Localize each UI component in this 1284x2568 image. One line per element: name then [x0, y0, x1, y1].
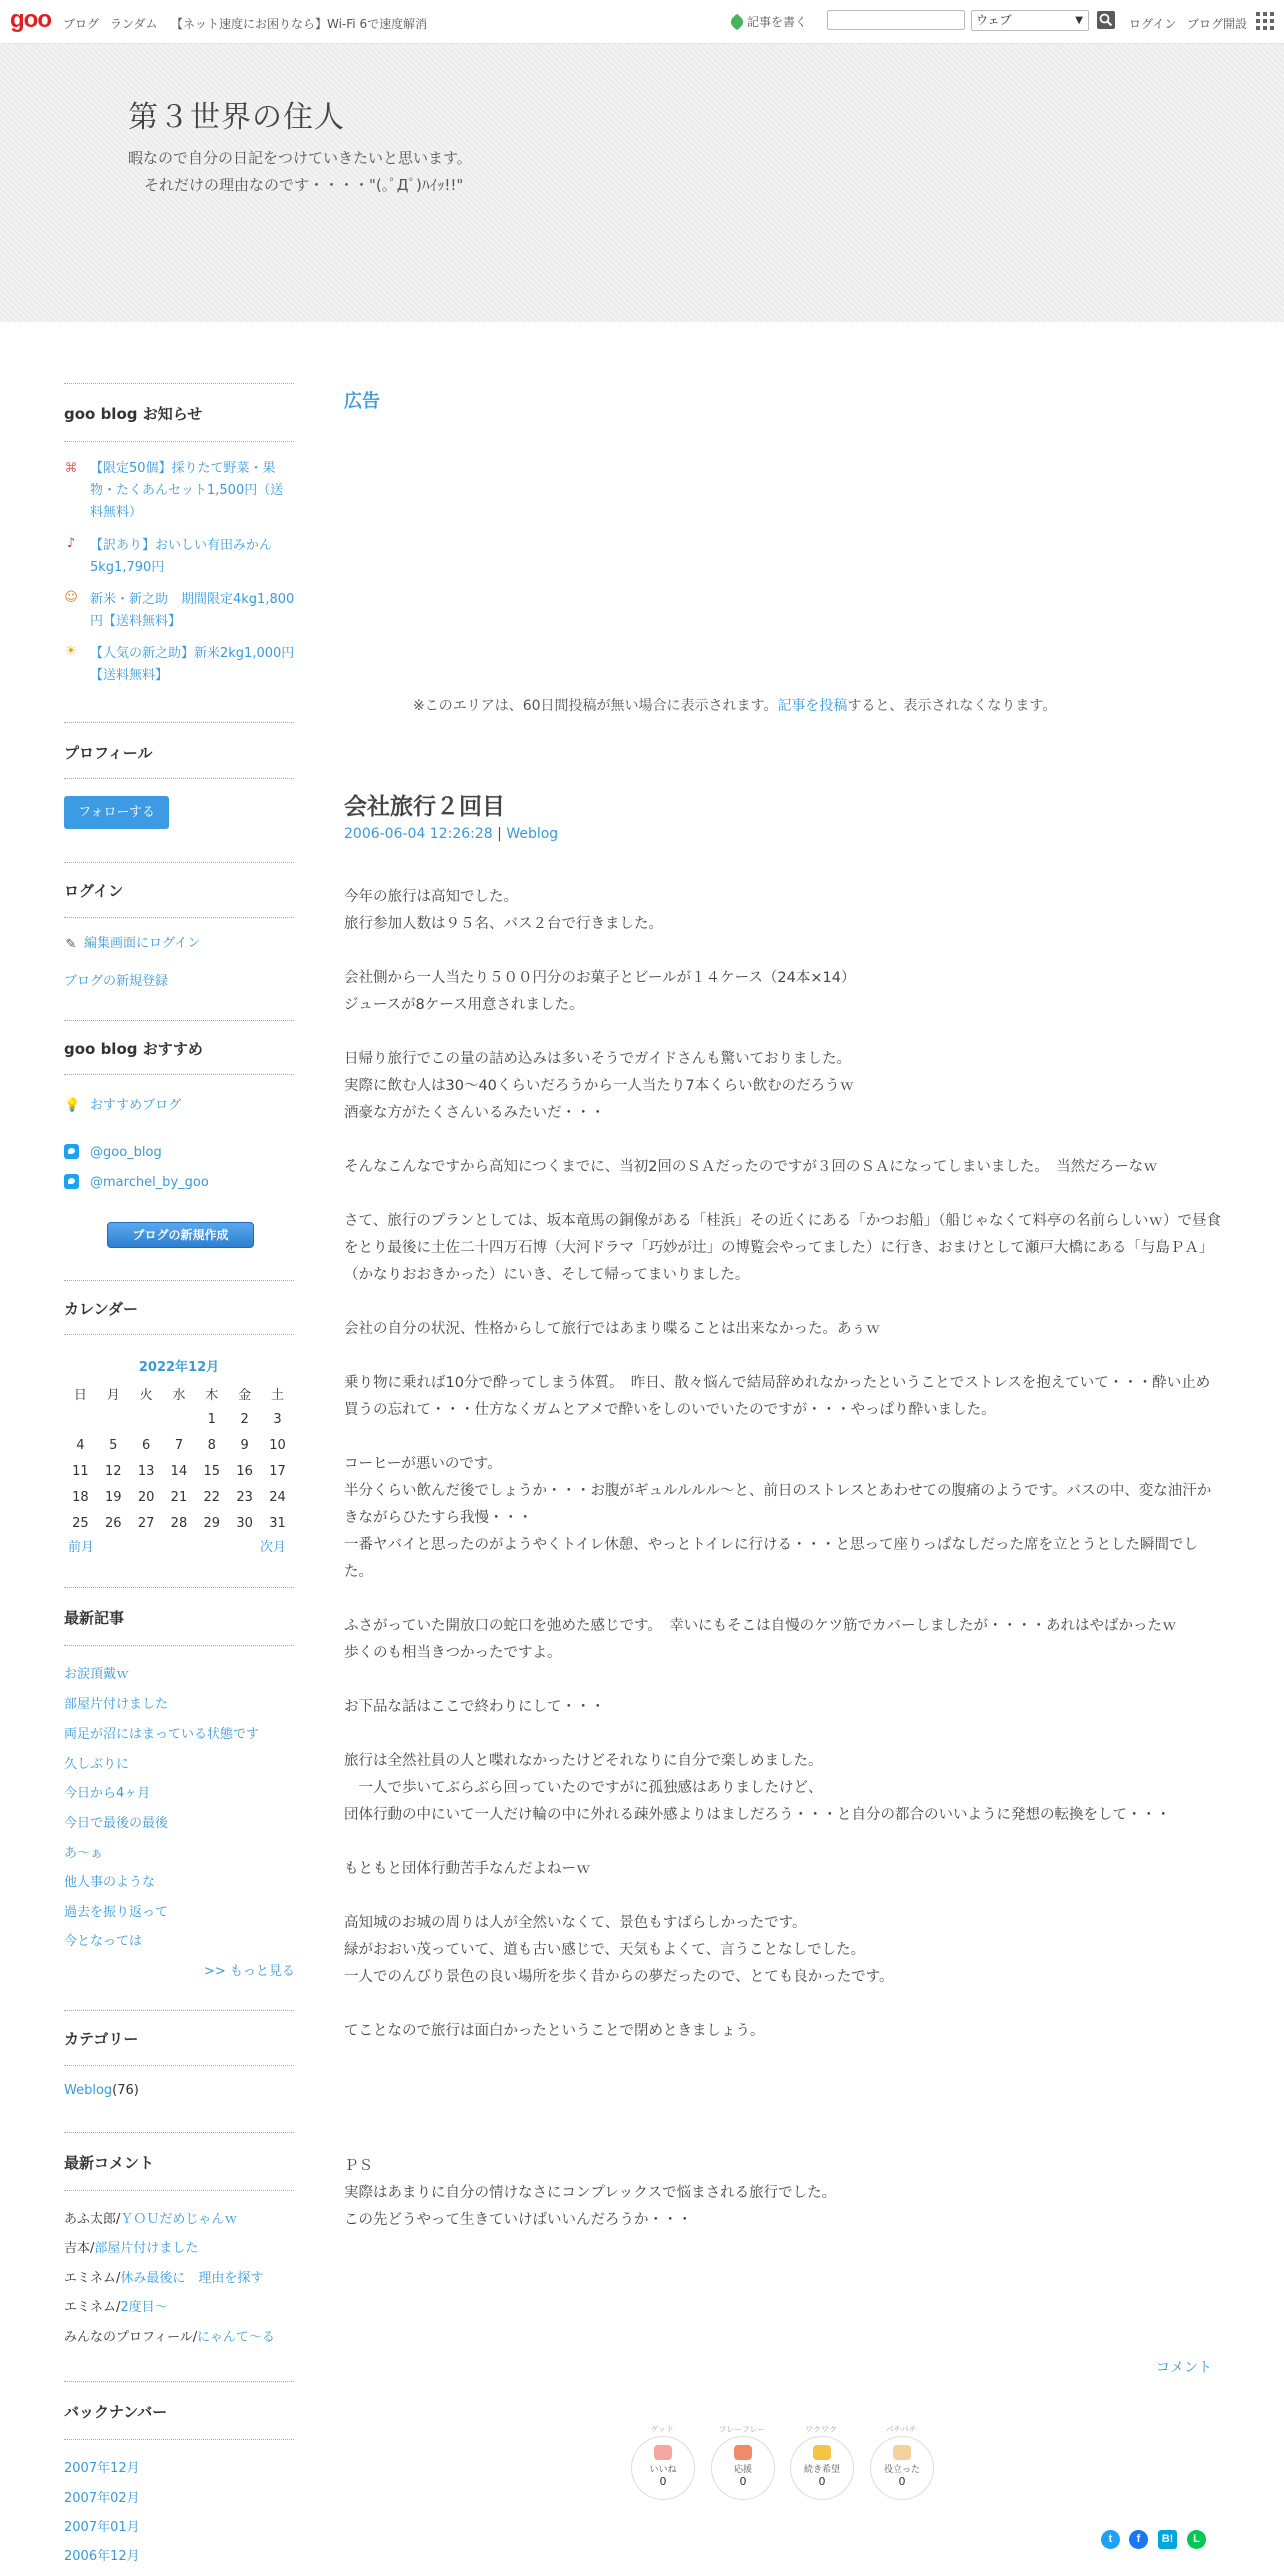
calendar-table: [64, 1380, 294, 1536]
post-paragraph: [344, 1586, 1224, 1613]
reaction-label: 続き希望: [803, 2465, 840, 2475]
calendar-weekday: 水: [172, 1387, 186, 1403]
music-note-icon: ♪: [66, 536, 76, 551]
category-link[interactable]: Weblog: [64, 2083, 113, 2098]
twitter-icon: [64, 1174, 79, 1189]
post-paragraph: 旅行は全然社員の人と喋れなかったけどそれなりに自分で楽しめました。: [344, 1753, 823, 1769]
post-paragraph: もともと団体行動苦手なんだよねーｗ: [344, 1861, 591, 1877]
post-paragraph: [344, 1289, 1224, 1316]
calendar-day: 24: [269, 1489, 286, 1505]
calendar-day: 10: [269, 1437, 286, 1453]
write-post-button[interactable]: [731, 13, 807, 30]
post-paragraph: さて、旅行のプランとしては、坂本竜馬の銅像がある「桂浜」その近くにある「かつお船」（船じゃなくて料亭の名前らしいｗ）で昼食をとり最後に土佐二十四万石博（大河ドラマ「巧妙が辻」の博覧会やってました）に行き、おまけとして瀬戸大橋にある「与島ＰＡ」（かなりおおきかった）にいき、そして帰ってまいりました。: [344, 1213, 1221, 1283]
comment-author: 吉本: [64, 2241, 91, 2256]
new-blog-button[interactable]: ブログの新規作成: [107, 1222, 254, 1248]
backnumber-link[interactable]: 2006年12月: [64, 2549, 140, 2564]
recent-article-link[interactable]: 今となっては: [64, 1934, 143, 1949]
reaction-caption: グッド: [650, 2425, 674, 2434]
calendar-week: [64, 1510, 294, 1536]
calendar-day: 4: [76, 1437, 85, 1453]
post-date[interactable]: 2006-06-04 12:26:28: [344, 826, 493, 842]
calendar-day: 23: [236, 1489, 253, 1505]
post-paragraph: 実際に飲む人は30～40くらいだろうから一人当たり7本くらい飲むのだろうｗ: [344, 1078, 855, 1094]
comment-sep: /: [116, 2271, 121, 2286]
post-paragraph: コーヒーが悪いのです。: [344, 1456, 502, 1472]
comment-row: [64, 2237, 198, 2256]
ad-notice-text: ※このエリアは、60日間投稿が無い場合に表示されます。: [413, 698, 778, 714]
calendar-day: 6: [141, 1437, 151, 1453]
post-paragraph: 一番ヤバイと思ったのがようやくトイレ休憩、やっとトイレに行ける・・・と思って座りっぱなしだった席を立とうとした瞬間でした。: [344, 1537, 1199, 1580]
calendar-week: [64, 1406, 294, 1432]
calendar-weekday: 月: [106, 1387, 120, 1403]
post-paragraph: 一人で歩いてぶらぶら回っていたのですがに孤独感はありましたけど、: [344, 1780, 823, 1796]
recent-articles-heading: 最新記事: [64, 1609, 125, 1627]
recent-article-link[interactable]: 過去を振り返って: [64, 1905, 169, 1920]
post-paragraph: [344, 1883, 1224, 1910]
reaction-button[interactable]: [631, 2436, 695, 2500]
post-category-link[interactable]: Weblog: [506, 826, 559, 842]
post-paragraph: [344, 1019, 1224, 1046]
notice-item[interactable]: 【限定50個】採りたて野菜・果物・たくあんセット1,500円（送料無料）: [90, 461, 284, 520]
calendar-day: 20: [137, 1489, 155, 1505]
calendar-day: 26: [104, 1515, 122, 1531]
post-paragraph: 歩くのも相当きつかったですよ。: [344, 1645, 562, 1661]
post-paragraph: [344, 2099, 1224, 2126]
recent-article-link[interactable]: あ～ぁ: [64, 1846, 104, 1861]
search-button[interactable]: [1097, 11, 1115, 29]
post-paragraph: [344, 1424, 1224, 1451]
calendar-heading: カレンダー: [64, 1300, 139, 1318]
recommend-heading: goo blog おすすめ: [64, 1040, 203, 1058]
reaction-button[interactable]: [790, 2436, 854, 2500]
calendar-weekday: 金: [238, 1387, 252, 1403]
post-body: [344, 884, 1224, 2234]
post-meta: [344, 826, 558, 842]
post-article-link[interactable]: 記事を投稿: [777, 698, 848, 714]
post-paragraph: [344, 1829, 1224, 1856]
post-paragraph: [344, 938, 1224, 965]
comment-author: みんなのプロフィール: [64, 2330, 193, 2345]
reaction-button[interactable]: [711, 2436, 775, 2500]
category-heading: カテゴリー: [64, 2030, 139, 2048]
comment-article-link[interactable]: 休み最後に 理由を探す: [120, 2271, 264, 2286]
post-paragraph: ＰＳ: [344, 2158, 373, 2174]
calendar-weekday: 日: [73, 1387, 87, 1403]
calendar-day: 2: [240, 1411, 249, 1427]
recent-article-link[interactable]: 今日で最後の最後: [64, 1816, 169, 1831]
reaction-label: いいね: [649, 2465, 677, 2475]
comment-row: [64, 2326, 275, 2345]
megaphone-icon: [734, 2445, 752, 2460]
post-paragraph: [344, 2126, 1224, 2153]
search-scope-select[interactable]: [971, 10, 1089, 31]
post-paragraph: 一人でのんびり景色の良い場所を歩く昔からの夢だったので、とても良かったです。: [344, 1969, 894, 1985]
face-icon: ☺: [64, 590, 78, 605]
gift-icon: ⌘: [64, 461, 78, 476]
comments-heading: 最新コメント: [64, 2154, 155, 2172]
clap-icon: [893, 2445, 911, 2460]
open-blog-link[interactable]: ブログ開設: [1187, 17, 1248, 31]
recent-article-link[interactable]: お涙頂戴ｗ: [64, 1667, 130, 1682]
recommend-blog-link[interactable]: おすすめブログ: [90, 1098, 182, 1113]
twitter-goo-blog-link[interactable]: @goo_blog: [90, 1145, 162, 1160]
post-paragraph: [344, 1343, 1224, 1370]
reaction-label: 役立った: [883, 2465, 920, 2475]
calendar-day: [64, 1406, 97, 1432]
comment-sep: /: [116, 2300, 121, 2315]
post-paragraph: [344, 2045, 1224, 2072]
post-paragraph: この先どうやって生きていけばいいんだろうか・・・: [344, 2212, 692, 2228]
top-link-wifi-ad[interactable]: 【ネット速度にお困りなら】Wi-Fi 6で速度解消: [171, 17, 428, 31]
calendar-day: [97, 1406, 130, 1432]
calendar-day: 7: [174, 1437, 184, 1453]
calendar-day: 3: [273, 1411, 282, 1427]
comment-link[interactable]: コメント: [1156, 2360, 1212, 2376]
blog-header: [0, 44, 1284, 322]
blog-description-line2: それだけの理由なのです・・・・"(｡ﾟДﾟ)ﾊｲｯ!!": [144, 176, 464, 194]
notice-item[interactable]: 【訳あり】おいしい有田みかん5kg1,790円: [90, 538, 273, 575]
reaction-count: 0: [739, 2475, 747, 2488]
calendar-day: 21: [170, 1489, 188, 1505]
reaction-count: 0: [818, 2475, 826, 2488]
post-paragraph: お下品な話はここで終わりにして・・・: [344, 1699, 605, 1715]
post-paragraph: [344, 1181, 1224, 1208]
login-link[interactable]: ログイン: [1129, 17, 1177, 31]
post-meta-sep: |: [492, 826, 507, 842]
post-paragraph: [344, 2072, 1224, 2099]
post-paragraph: 会社側から一人当たり５００円分のお菓子とビールが１４ケース（24本×14）: [344, 970, 856, 986]
login-heading: ログイン: [64, 882, 124, 900]
calendar-day: 14: [170, 1463, 188, 1479]
recent-article-link[interactable]: 他人事のような: [64, 1875, 156, 1890]
post-paragraph: ふさがっていた開放口の蛇口を弛めた感じです。 幸いにもそこは自慢のケツ筋でカバーしましたが・・・・あれはやばかったｗ: [344, 1618, 1177, 1634]
calendar-day: 27: [137, 1515, 155, 1531]
top-bar: [0, 0, 1284, 44]
comment-article-link[interactable]: にゃんて～る: [197, 2330, 275, 2345]
calendar-day: 16: [236, 1463, 253, 1479]
category-count: (76): [112, 2083, 139, 2098]
comment-sep: /: [116, 2212, 121, 2227]
top-link-blog[interactable]: ブログ: [63, 17, 100, 31]
notice-item[interactable]: 【人気の新之助】新米2kg1,000円【送料無料】: [90, 646, 295, 683]
comment-row: [64, 2267, 263, 2286]
reaction-button[interactable]: [870, 2436, 934, 2500]
edit-login-link[interactable]: 編集画面にログイン: [84, 936, 201, 951]
calendar-next-month[interactable]: 次月: [260, 1540, 287, 1555]
post-paragraph: てことなので旅行は面白かったということで閉めときましょう。: [344, 2023, 765, 2039]
post-paragraph: 実際はあまりに自分の情けなさにコンプレックスで悩まされる旅行でした。: [344, 2185, 837, 2201]
post-paragraph: 半分くらい飲んだ後でしょうか・・・お腹がギュルルルル～と、前日のストレスとあわせての腹痛のようです。バスの中、変な油汗かきながらひたすら我慢・・・: [344, 1483, 1212, 1526]
post-paragraph: 今年の旅行は高知でした。: [344, 889, 518, 905]
notice-heading: goo blog お知らせ: [64, 405, 203, 423]
reaction-caption: ワクワク: [805, 2425, 837, 2434]
post-paragraph: 団体行動の中にいて一人だけ輪の中に外れる疎外感よりはましだろう・・・と自分の都合のいいように発想の転換をして・・・: [344, 1807, 1171, 1823]
ad-notice: [413, 695, 1056, 715]
calendar-day: 28: [170, 1515, 188, 1531]
comment-article-link[interactable]: 部屋片付けました: [94, 2241, 199, 2256]
backnumber-link[interactable]: 2007年01月: [64, 2520, 140, 2535]
calendar-day: [163, 1406, 196, 1432]
reaction-caption: フレーフレー: [718, 2425, 766, 2434]
comment-sep: /: [90, 2241, 95, 2256]
reaction-count: 0: [898, 2475, 906, 2488]
post-paragraph: 高知城のお城の周りは人が全然いなくて、景色もすばらしかったです。: [344, 1915, 807, 1931]
post-paragraph: [344, 1667, 1224, 1694]
calendar-day: 17: [269, 1463, 286, 1479]
search-icon: [1099, 13, 1113, 27]
notice-item[interactable]: 新米・新之助 期間限定4kg1,800円【送料無料】: [90, 592, 295, 629]
calendar-day: [130, 1406, 163, 1432]
comment-article-link[interactable]: ＹＯＵだめじゃんｗ: [120, 2212, 238, 2227]
reaction-count: 0: [659, 2475, 667, 2488]
post-paragraph: [344, 1721, 1224, 1748]
calendar-day: 11: [72, 1463, 89, 1479]
thumbs-up-icon: [654, 2445, 672, 2460]
comment-author: あふ太郎: [64, 2212, 117, 2227]
post-paragraph: [344, 1127, 1224, 1154]
comment-sep: /: [192, 2330, 198, 2345]
calendar-day: 31: [269, 1515, 286, 1531]
new-register-link[interactable]: ブログの新規登録: [64, 974, 169, 989]
calendar-day: 22: [203, 1489, 221, 1505]
more-articles-link[interactable]: >> もっと見る: [204, 1964, 295, 1979]
calendar-day: 29: [203, 1515, 221, 1531]
grid-menu-icon[interactable]: [1256, 12, 1274, 30]
twitter-icon[interactable]: t: [1101, 2530, 1120, 2549]
calendar-day: 19: [104, 1489, 122, 1505]
calendar-day: 18: [72, 1489, 89, 1505]
twitter-marchel-link[interactable]: @marchel_by_goo: [90, 1175, 209, 1190]
follow-button[interactable]: フォローする: [64, 796, 169, 829]
facebook-icon[interactable]: f: [1129, 2530, 1148, 2549]
post-paragraph: 酒豪な方がたくさんいるみたいだ・・・: [344, 1105, 605, 1121]
write-post-label: 記事を書く: [747, 15, 808, 29]
calendar-day: 9: [240, 1437, 249, 1453]
lightbulb-icon: 💡: [64, 1098, 81, 1113]
comment-author: エミネム: [64, 2271, 117, 2286]
top-link-random[interactable]: ランダム: [110, 17, 158, 31]
backnumber-link[interactable]: 2007年02月: [64, 2491, 140, 2506]
post-title[interactable]: 会社旅行２回目: [344, 794, 505, 820]
pen-icon: [729, 14, 746, 31]
recent-article-link[interactable]: 両足が沼にはまっている状態です: [64, 1727, 260, 1742]
recent-article-link[interactable]: 久しぶりに: [64, 1757, 130, 1772]
search-scope-value: ウェブ: [976, 13, 1012, 27]
backnumber-link[interactable]: 2007年12月: [64, 2461, 140, 2476]
recent-article-link[interactable]: 部屋片付けました: [64, 1697, 169, 1712]
ad-label: 広告: [344, 391, 380, 412]
backnumber-heading: バックナンバー: [64, 2403, 168, 2421]
calendar-weekday-row: [64, 1380, 294, 1406]
heart-eyes-icon: [813, 2445, 831, 2460]
reaction-label: 応援: [733, 2465, 752, 2475]
calendar-week: [64, 1458, 294, 1484]
goo-logo[interactable]: goo: [10, 6, 51, 33]
calendar-day: 1: [207, 1411, 216, 1427]
post-paragraph: [344, 1991, 1224, 2018]
line-icon[interactable]: L: [1187, 2530, 1206, 2549]
recent-article-link[interactable]: 今日から4ヶ月: [64, 1786, 151, 1801]
twitter-icon: [64, 1144, 79, 1159]
calendar-day: 5: [109, 1437, 118, 1453]
comment-row: [64, 2208, 237, 2227]
calendar-day: 25: [72, 1515, 89, 1531]
post-paragraph: 旅行参加人数は９５名、バス２台で行きました。: [344, 916, 663, 932]
category-row: [64, 2083, 139, 2098]
sun-icon: ☀: [65, 644, 77, 659]
blog-title[interactable]: 第３世界の住人: [128, 100, 345, 135]
reaction-caption: パチパチ: [885, 2425, 917, 2434]
post-paragraph: 乗り物に乗れば10分で酔ってしまう体質。 昨日、散々悩んで結局辞めれなかったということでストレスを抱えていて・・・酔い止め買うの忘れて・・・仕方なくガムとアメで酔いをしのいでいたのですが・・・やっぱり酔いました。: [344, 1375, 1211, 1418]
calendar-weekday: 木: [205, 1387, 219, 1403]
pencil-icon: ✎: [65, 937, 77, 952]
comment-row: [64, 2296, 168, 2315]
calendar-week: [64, 1484, 294, 1510]
comment-article-link[interactable]: 2度目～: [120, 2300, 168, 2315]
profile-heading: プロフィール: [64, 744, 153, 762]
calendar-month[interactable]: 2022年12月: [138, 1360, 220, 1375]
calendar-day: 30: [236, 1515, 253, 1531]
calendar-weekday: 土: [271, 1387, 285, 1403]
post-paragraph: 日帰り旅行でこの量の詰め込みは多いそうでガイドさんも驚いておりました。: [344, 1051, 852, 1067]
calendar-prev-month[interactable]: 前月: [68, 1540, 95, 1555]
calendar-weekday: 火: [139, 1387, 153, 1403]
calendar-week: [64, 1432, 294, 1458]
chevron-down-icon: ▼: [1075, 15, 1083, 26]
post-paragraph: 会社の自分の状況、性格からして旅行ではあまり喋ることは出来なかった。あぅｗ: [344, 1321, 881, 1337]
hatena-icon[interactable]: B!: [1158, 2530, 1177, 2549]
calendar-day: 12: [104, 1463, 122, 1479]
calendar-day: 13: [137, 1463, 155, 1479]
comment-author: エミネム: [64, 2300, 117, 2315]
post-paragraph: ジュースが8ケース用意されました。: [344, 997, 584, 1013]
search-input[interactable]: [827, 10, 965, 30]
calendar-day: 15: [203, 1463, 221, 1479]
blog-description: 暇なので自分の日記をつけていきたいと思います。: [128, 149, 472, 167]
calendar-day: 8: [207, 1437, 216, 1453]
post-paragraph: 緑がおおい茂っていて、道も古い感じで、天気もよくて、言うことなしでした。: [344, 1942, 866, 1958]
post-paragraph: そんなこんなですから高知につくまでに、当初2回のＳＡだったのですが３回のＳＡになってしまいました。 当然だろーなｗ: [344, 1159, 1158, 1175]
ad-notice-text-after: すると、表示されなくなります。: [847, 698, 1057, 714]
